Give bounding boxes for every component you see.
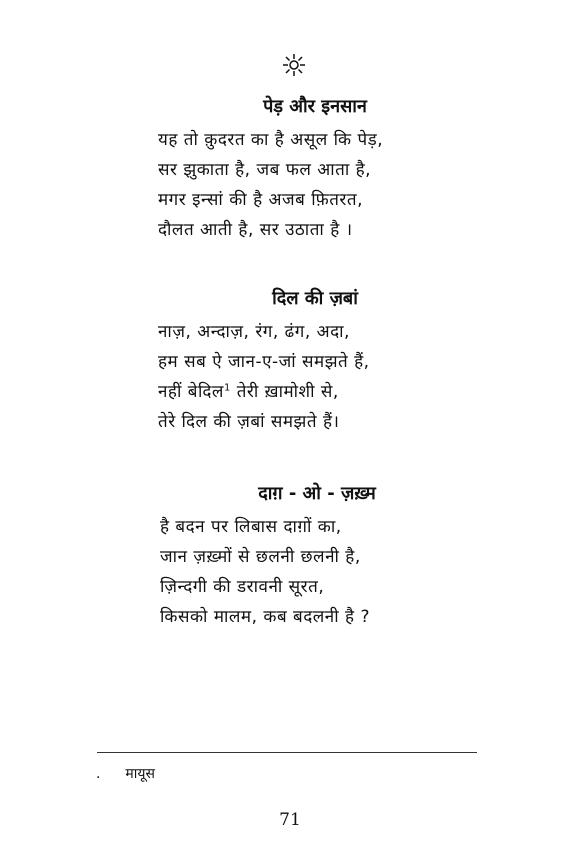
poem-line-start: नहीं बेदिल <box>158 382 224 402</box>
page-number: 71 <box>279 810 301 830</box>
poem-line: मगर इन्सां की है अजब फ़ितरत, <box>158 190 363 210</box>
poem-line <box>158 377 458 407</box>
poem-title: पेड़ और इनसान <box>263 96 367 117</box>
footnote-marker: 1 <box>223 382 231 394</box>
poem-line: तेरे दिल की ज़बां समझते हैं। <box>158 412 340 432</box>
poem-daag-o-zakhm <box>160 480 460 632</box>
poem-line: दौलत आती है, सर उठाता है । <box>158 220 353 240</box>
poem-line: ज़िन्दगी की डरावनी सूरत, <box>160 577 325 597</box>
poem-dil-ki-zaban <box>158 285 458 437</box>
poem-line: सर झुकाता है, जब फल आता है, <box>158 160 372 180</box>
sun-ornament-icon <box>281 52 307 78</box>
poem-line: हम सब ऐ जान-ए-जां समझते हैं, <box>158 352 370 372</box>
poem-title: दाग़ - ओ - ज़ख़्म <box>258 483 376 504</box>
poem-line: नाज़, अन्दाज़, रंग, ढंग, अदा, <box>158 322 350 342</box>
footnote-marker: . <box>96 766 101 782</box>
poem-line: जान ज़ख़्मों से छलनी छलनी है, <box>160 547 361 567</box>
footnote <box>96 764 155 784</box>
footnote-divider <box>97 752 477 753</box>
poem-line: किसको मालम, कब बदलनी है ? <box>160 607 371 627</box>
poem-line: है बदन पर लिबास दाग़ों का, <box>160 517 342 537</box>
footnote-text: मायूस <box>125 766 155 782</box>
poem-ped-aur-insaan <box>158 93 458 245</box>
poem-title: दिल की ज़बां <box>272 288 358 309</box>
poem-line: यह तो क़ुदरत का है असूल कि पेड़, <box>158 130 384 150</box>
poem-line-end: तेरी ख़ामोशी से, <box>230 382 339 402</box>
